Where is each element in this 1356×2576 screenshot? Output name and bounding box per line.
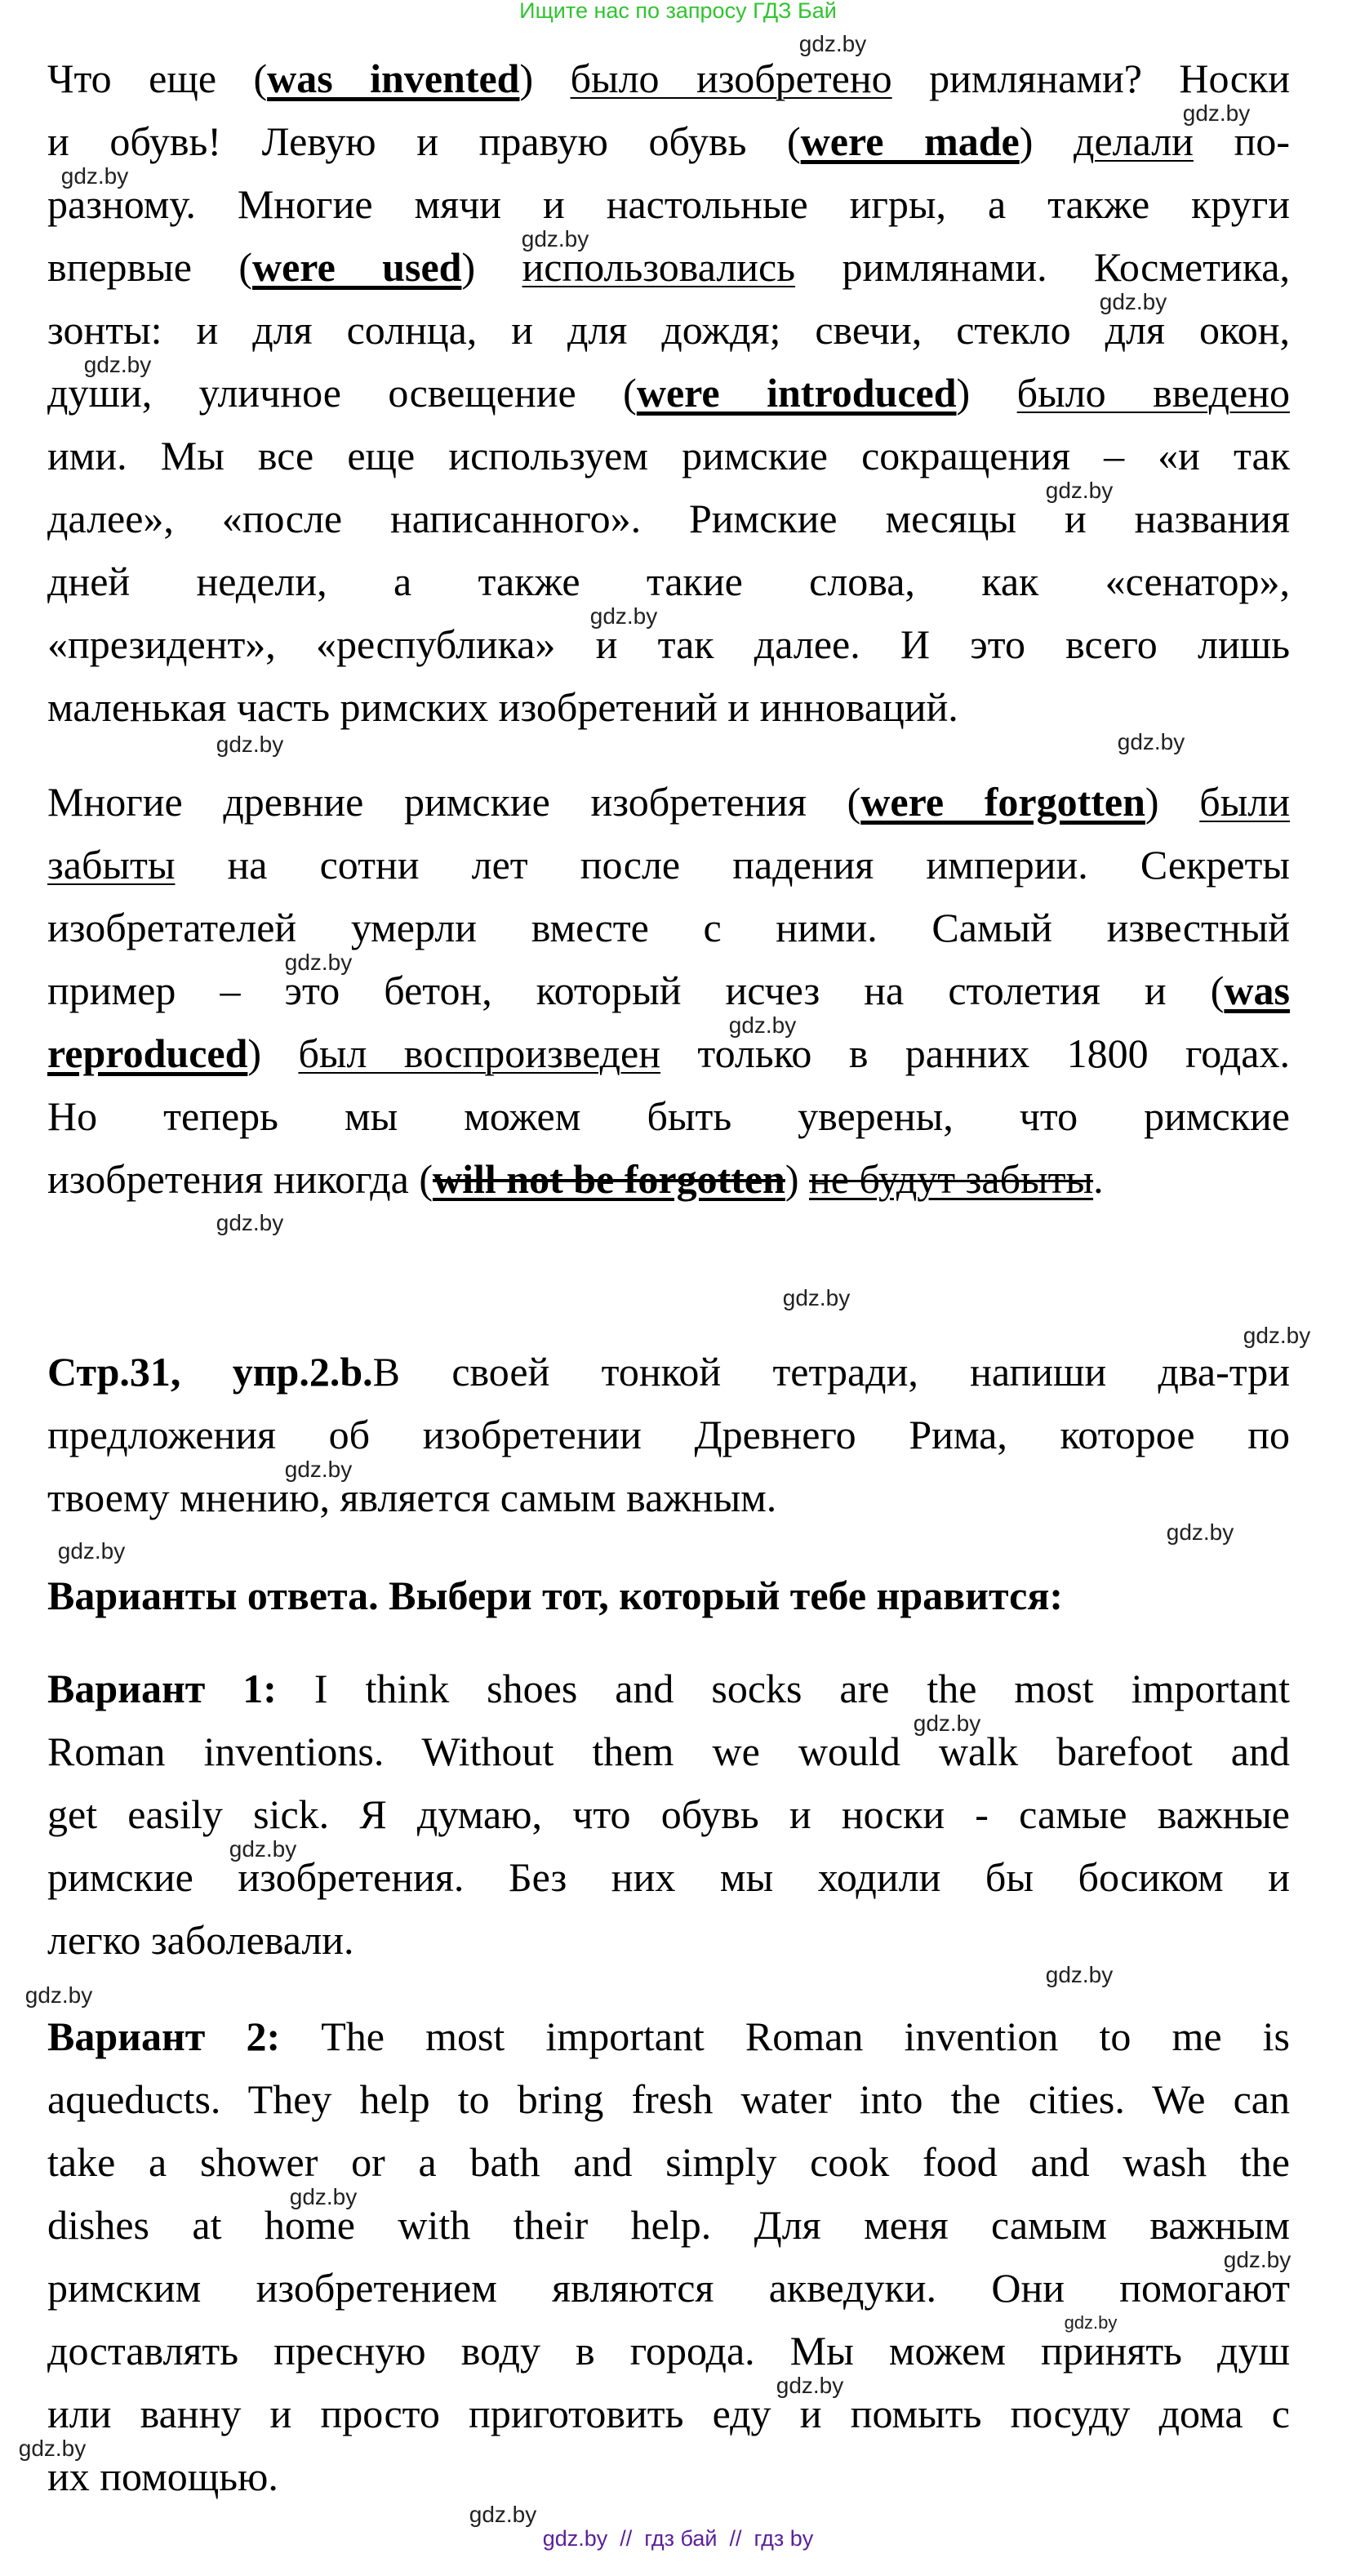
watermark: gdz.by (913, 1711, 981, 1736)
watermark: gdz.by (1166, 1519, 1234, 1545)
watermark: gdz.by (1045, 1962, 1114, 1987)
footer-links: gdz.by // гдз бай // гдз by (542, 2526, 814, 2551)
text-line (47, 2445, 1290, 2508)
text-segment: предложения об изобретении Древнего Рима, которое по (47, 1412, 1290, 1457)
text-segment: ) (247, 1030, 299, 1076)
text-line (47, 2194, 1290, 2257)
watermark: gdz.by (798, 31, 867, 56)
text-line (47, 1404, 1290, 1466)
text-segment: Roman inventions. Without them we would walk barefoot and (47, 1728, 1290, 1774)
marked-phrase: were made (800, 118, 1020, 164)
marked-phrase: were introduced (636, 370, 957, 416)
watermark: gdz.by (1243, 1323, 1311, 1348)
watermark: gdz.by (83, 352, 152, 377)
exercise-task (47, 1341, 1290, 1529)
watermark: gdz.by (289, 2184, 358, 2209)
text-segment: Но теперь мы можем быть уверены, что римские (47, 1093, 1290, 1139)
watermark: gdz.by (229, 1836, 297, 1862)
text-segment: «президент», «республика» и так далее. И это всего лишь (47, 621, 1290, 667)
marked-phrase: было изобретено (570, 56, 892, 101)
text-line (47, 1341, 1290, 1404)
watermark: gdz.by (1045, 478, 1114, 503)
marked-phrase: забыты (47, 842, 176, 888)
text-segment: ) (461, 244, 522, 290)
watermark: gdz.by (589, 603, 658, 629)
marked-phrase: will not be forgotten (432, 1156, 785, 1202)
text-segment: The most important Roman invention to me is (280, 2013, 1290, 2059)
text-line (47, 1148, 1290, 1211)
text-line (47, 2131, 1290, 2194)
marked-phrase: использовались (522, 244, 796, 290)
text-segment: изобретения никогда ( (47, 1156, 433, 1202)
text-segment: . (1093, 1156, 1104, 1202)
text-line (47, 1022, 1290, 1085)
text-line (47, 896, 1290, 959)
text-line (47, 550, 1290, 613)
text-segment: get easily sick. Я думаю, что обувь и носки - самые важные (47, 1791, 1290, 1837)
text-segment: римским изобретением являются акведуки. Они помогают (47, 2265, 1290, 2311)
marked-phrase: were forgotten (860, 779, 1145, 825)
text-line (47, 1657, 1290, 1720)
text-segment: пример – это бетон, который исчез на столетия и ( (47, 968, 1225, 1013)
bold-label: Варианты ответа. Выбери тот, который тебе нравится: (47, 1573, 1064, 1618)
watermark: gdz.by (1223, 2247, 1292, 2272)
watermark: gdz.by (24, 1982, 93, 2008)
answers-heading (47, 1564, 1290, 1627)
watermark: gdz.by (1182, 100, 1251, 126)
text-segment: I think shoes and socks are the most important (276, 1666, 1290, 1711)
text-segment: ) (519, 56, 571, 101)
text-line (47, 2257, 1290, 2320)
text-line (47, 1466, 1290, 1529)
marked-phrase: было введено (1016, 370, 1290, 416)
text-segment: легко заболевали. (47, 1917, 354, 1963)
text-segment: дней недели, а также такие слова, как «сенатор», (47, 558, 1290, 604)
watermark: gdz.by (18, 2436, 87, 2461)
text-segment: впервые ( (47, 244, 252, 290)
text-segment: Что еще ( (47, 56, 268, 101)
watermark: gdz.by (1064, 2312, 1118, 2333)
text-line (47, 834, 1290, 896)
text-segment: aqueducts. They help to bring fresh water into the cities. We can (47, 2076, 1290, 2122)
marked-phrase: was (1224, 968, 1290, 1013)
watermark: gdz.by (57, 1538, 126, 1564)
bold-label: Вариант 1: (47, 1666, 277, 1711)
watermark: gdz.by (728, 1012, 797, 1038)
marked-phrase: делали (1074, 118, 1194, 164)
text-segment: Многие древние римские изобретения ( (47, 779, 861, 825)
text-segment: изобретателей умерли вместе с ними. Самый известный (47, 905, 1290, 950)
text-segment: и обувь! Левую и правую обувь ( (47, 118, 801, 164)
watermark: gdz.by (216, 732, 284, 757)
text-segment: take a shower or a bath and simply cook food and wash the (47, 2139, 1290, 2185)
text-line (47, 676, 1290, 739)
watermark: gdz.by (1117, 729, 1185, 754)
text-segment: В своей тонкой тетради, напиши два-три (372, 1349, 1290, 1395)
text-line (47, 2005, 1290, 2068)
text-segment: или ванну и просто приготовить еду и помыть посуду дома с (47, 2391, 1290, 2436)
text-segment: разному. Многие мячи и настольные игры, а также круги (47, 181, 1290, 227)
marked-phrase: был воспроизведен (298, 1030, 661, 1076)
watermark: gdz.by (284, 1457, 353, 1482)
text-line (47, 1085, 1290, 1148)
text-segment: римлянами. Косметика, (795, 244, 1290, 290)
text-segment: ) (1145, 779, 1200, 825)
text-segment: на сотни лет после падения империи. Секреты (175, 842, 1290, 888)
text-line (47, 1720, 1290, 1783)
marked-phrase: не будут забыты (809, 1156, 1094, 1202)
text-segment: по- (1193, 118, 1290, 164)
text-segment: души, уличное освещение ( (47, 370, 637, 416)
variant-1 (47, 1657, 1290, 1972)
text-segment: ) (956, 370, 1017, 416)
watermark: gdz.by (782, 1285, 851, 1310)
watermark: gdz.by (1099, 289, 1167, 314)
text-line (47, 110, 1290, 173)
text-line (47, 2068, 1290, 2131)
text-segment: ) (785, 1156, 810, 1202)
marked-phrase: были (1199, 779, 1290, 825)
text-segment: маленькая часть римских изобретений и инноваций. (47, 684, 958, 730)
text-line (47, 771, 1290, 834)
text-segment: римлянами? Носки (891, 56, 1290, 101)
variant-2 (47, 2005, 1290, 2508)
text-line (47, 2382, 1290, 2445)
paragraph-inventions (47, 47, 1290, 739)
text-segment: доставлять пресную воду в города. Мы можем принять душ (47, 2328, 1290, 2374)
watermark: gdz.by (60, 163, 129, 189)
text-segment: римские изобретения. Без них мы ходили бы босиком и (47, 1854, 1290, 1900)
search-banner: Ищите нас по запросу ГДЗ Бай (519, 0, 837, 23)
text-line (47, 47, 1290, 110)
text-line (47, 362, 1290, 425)
text-segment: только в ранних 1800 годах. (660, 1030, 1290, 1076)
text-segment: ) (1019, 118, 1074, 164)
bold-label: Стр.31, упр.2.b. (47, 1349, 373, 1395)
text-line (47, 173, 1290, 236)
text-line (47, 613, 1290, 676)
marked-phrase: was invented (267, 56, 520, 101)
watermark: gdz.by (216, 1210, 284, 1235)
text-segment: их помощью. (47, 2454, 278, 2499)
text-line (47, 959, 1290, 1022)
marked-phrase: were used (252, 244, 462, 290)
watermark: gdz.by (521, 226, 589, 251)
paragraph-forgotten (47, 771, 1290, 1211)
watermark: gdz.by (776, 2373, 844, 2398)
text-segment: dishes at home with their help. Для меня самым важным (47, 2202, 1290, 2248)
marked-phrase: reproduced (47, 1030, 248, 1076)
text-segment: далее», «после написанного». Римские месяцы и названия (47, 496, 1290, 541)
text-line (47, 1564, 1290, 1627)
watermark: gdz.by (284, 950, 353, 975)
watermark: gdz.by (469, 2502, 537, 2527)
text-segment: зонты: и для солнца, и для дождя; свечи, стекло для окон, (47, 307, 1290, 353)
text-segment: ими. Мы все еще используем римские сокращения – «и так (47, 433, 1290, 478)
bold-label: Вариант 2: (47, 2013, 281, 2059)
text-segment: твоему мнению, является самым важным. (47, 1475, 777, 1520)
